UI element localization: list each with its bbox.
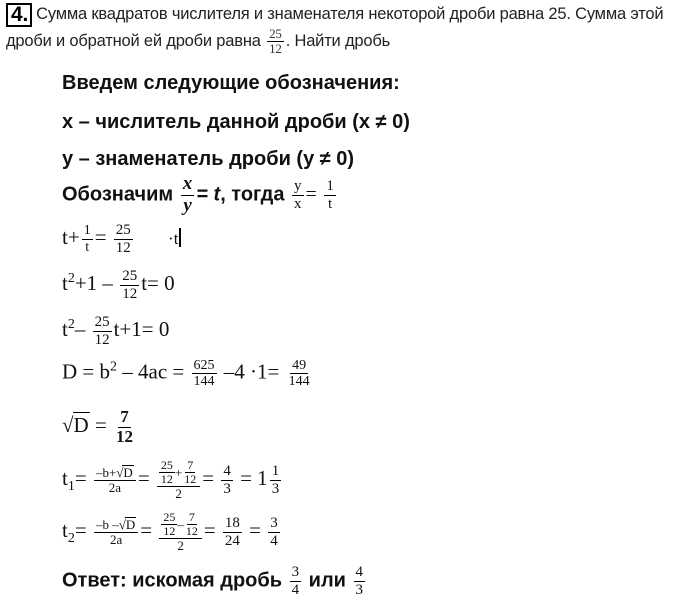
t2-line: $t_2=$ $\frac{-b -√D}{2a}$ = $\frac{25}{12}$ – $\frac{7}{12}$ 2 = $\frac{18}{24}$ = $\frac{3}{4}$ bbox=[62, 510, 278, 554]
task-text: Сумма квадратов числителя и знаменателя некоторой дроби равна 25. Сумма этой дроби и обратной ей дроби равна bbox=[6, 5, 664, 51]
task-number: 4. bbox=[6, 3, 32, 27]
equation-step-3: $t^2-$ $\frac{25}{12}$ t+1= 0 bbox=[62, 314, 170, 348]
answer-line: Ответ: искомая дробь $\frac{3}{4}$ или $\frac{4}{3}$ bbox=[62, 564, 364, 598]
x-definition: x – числитель данной дроби (x ≠ 0) bbox=[62, 111, 410, 133]
discriminant-line: $D = b^2 - 4ac$ = $\frac{625}{144}$ –4 ·1= $\frac{49}{144}$ bbox=[62, 358, 310, 390]
y-definition: y – знаменатель дроби (y ≠ 0) bbox=[62, 148, 355, 170]
task-fraction: $\frac{25}{12}$ bbox=[269, 26, 282, 57]
task-text-end: . Найти дробь bbox=[285, 32, 390, 51]
task-statement bbox=[6, 2, 694, 57]
sqrt-d-line: √D = $\frac{7}{12}$ bbox=[62, 407, 134, 446]
equation-step-2: $t^2+1$ – $\frac{25}{12}$ t= 0 bbox=[62, 268, 175, 302]
intro-line: Введем следующие обозначения: bbox=[62, 72, 400, 94]
sqrt-symbol: √ bbox=[62, 413, 74, 437]
equation-step-1: t+ $\frac{1}{t}$ = $\frac{25}{12}$ ·t bbox=[62, 222, 181, 256]
notation-line: Обозначим $\frac{x}{y}$ = t, тогда $\frac{y}{x}$ = $\frac{1}{t}$ bbox=[62, 173, 334, 216]
y-over-x: $\frac{y}{x}$ bbox=[294, 178, 302, 212]
t1-line: $t_1=$ $\frac{-b+√D}{2a}$ = $\frac{25}{12}$ + $\frac{7}{12}$ 2 = $\frac{4}{3}$ = 1 $\frac{1}{3}$ bbox=[62, 458, 280, 502]
x-over-y: $\frac{x}{y}$ bbox=[182, 173, 193, 216]
one-over-t: $\frac{1}{t}$ bbox=[326, 178, 334, 212]
text-caret bbox=[179, 228, 181, 247]
